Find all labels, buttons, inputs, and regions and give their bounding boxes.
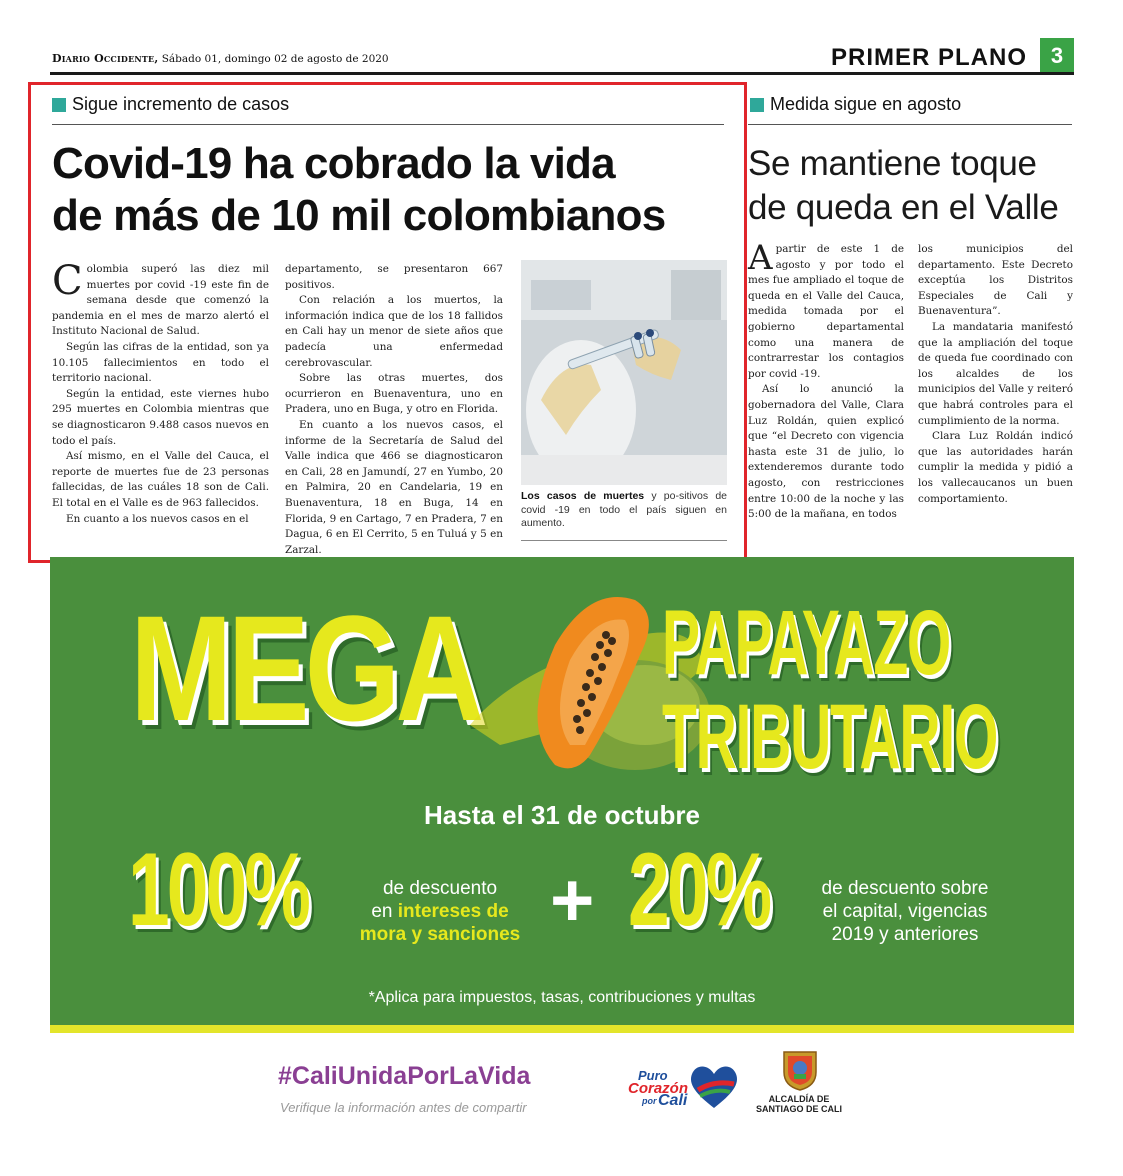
hashtag: #CaliUnidaPorLaVida bbox=[278, 1062, 531, 1090]
ad-tributario: TRIBUTARIO bbox=[662, 686, 998, 788]
ad-percent-20: 20% bbox=[628, 832, 770, 948]
ad-disclaimer: *Aplica para impuestos, tasas, contribuciones y multas bbox=[368, 989, 756, 1006]
page-number: 3 bbox=[1040, 38, 1074, 74]
verify-note: Verifique la información antes de compartir bbox=[280, 1100, 527, 1115]
ad-papayazo: PAPAYAZO bbox=[662, 592, 951, 694]
right-dropcap: A bbox=[748, 238, 773, 278]
right-headline-line1: Se mantiene toque bbox=[748, 144, 1037, 183]
ad-percent-100: 100% bbox=[128, 832, 308, 948]
ad-desc2-line1: de descuento sobre bbox=[821, 878, 989, 899]
alcaldia-line2: SANTIAGO DE CALI bbox=[755, 1104, 842, 1114]
por-text: por bbox=[642, 1096, 657, 1106]
right-col2-p1: los municipios del departamento. Este Decreto exceptúa los Distritos Especiales de Cali y Buenaventura”. bbox=[918, 243, 1073, 318]
ad-desc1-highlight2: mora y sanciones bbox=[359, 924, 521, 945]
puro-text: Puro bbox=[638, 1068, 668, 1083]
right-col1-p1: partir de este 1 de agosto y por todo el mes fue ampliado el toque de queda en el Valle del Cauca, medida tomada por el gobierno departamental como una manera de contrarrestar los contagios por covid -19. bbox=[748, 243, 904, 380]
ad-deadline: Hasta el 31 de octubre bbox=[424, 800, 700, 830]
masthead-date: Sábado 01, domingo 02 de agosto de 2020 bbox=[161, 53, 389, 65]
masthead-name: Diario Occidente, bbox=[52, 52, 159, 65]
ad-plus-icon: + bbox=[550, 858, 595, 943]
left-headline-line2: de más de 10 mil colombianos bbox=[52, 191, 666, 240]
masthead bbox=[52, 52, 389, 65]
ad-desc1-en: en bbox=[371, 901, 398, 922]
ad-bottom-stripe bbox=[50, 1025, 1074, 1033]
tax-ad-banner bbox=[50, 557, 1074, 1030]
right-col1-p2: Así lo anunció la gobernadora del Valle, Clara Luz Roldán, quien explicó que “el Decreto con vigencia hasta este 31 de julio, lo extenderemos durante todo agosto, con restricciones entre 10:00 de la noche y las 5:00 de la mañana, en todos bbox=[748, 383, 904, 521]
right-article-column-2 bbox=[918, 242, 1073, 507]
left-headline-line1: Covid-19 ha cobrado la vida bbox=[52, 139, 615, 188]
ad-desc1-line1: de descuento bbox=[382, 878, 498, 899]
header-rule bbox=[50, 72, 1074, 75]
right-article-column-1 bbox=[748, 238, 904, 523]
ad-mega: MEGA bbox=[130, 584, 480, 752]
ad-description-1 bbox=[340, 877, 540, 946]
corazon-text: Corazón bbox=[628, 1080, 688, 1097]
left-col1-p2: Según las cifras de la entidad, son ya 10.105 fallecimientos en todo el territorio nacional. bbox=[52, 340, 269, 385]
heart-icon bbox=[686, 1062, 742, 1110]
left-col1-p5: En cuanto a los nuevos casos en el bbox=[66, 512, 249, 525]
left-col2-p3: Sobre las otras muertes, dos ocurrieron en Buenaventura, uno en Pradera, uno en Buga, y otro en Florida. bbox=[285, 372, 503, 416]
kicker-square-icon bbox=[750, 98, 764, 112]
ad-desc2-line3: 2019 y anteriores bbox=[831, 924, 979, 945]
left-col2-p2: Con relación a los muertos, la información indica que de los 18 fallidos en Cali hay un menor de siete años que padecía una enfermedad cerebrovascular. bbox=[285, 294, 503, 369]
left-col2-p1: departamento, se presentaron 667 positivos. bbox=[285, 263, 503, 291]
highlight-frame bbox=[28, 82, 747, 563]
cali-text: Cali bbox=[658, 1092, 688, 1109]
right-col2-p2: La mandataria manifestó que la ampliación del toque de queda fue coordinado con los alcaldes de los municipios del Valle y reiteró que habrá controles para el cumplimiento de la norma. bbox=[918, 320, 1073, 427]
right-kicker-rule bbox=[748, 124, 1072, 125]
left-dropcap: C bbox=[52, 258, 83, 304]
left-col1-p3: Según la entidad, este viernes hubo 295 muertes en Colombia mientras que se diagnosticaron 9.488 casos nuevos en todo el país. bbox=[52, 387, 269, 447]
alcaldia-line1: ALCALDÍA DE bbox=[768, 1094, 830, 1104]
cali-coat-of-arms-icon bbox=[780, 1048, 820, 1092]
caption-rest: y po-sitivos de covid -19 en todo el país siguen en aumento. bbox=[521, 490, 728, 529]
section-title: PRIMER PLANO bbox=[830, 44, 1027, 71]
right-kicker bbox=[750, 94, 961, 115]
left-col1-p4: Así mismo, en el Valle del Cauca, el reporte de muertes fue de 23 personas fallecidas, de las cuáles 18 son de Cali. El total en el Valle es de 963 fallecidos. bbox=[52, 450, 269, 509]
right-kicker-text: Medida sigue en agosto bbox=[770, 94, 962, 114]
ad-desc1-highlight1: intereses de bbox=[397, 901, 509, 922]
right-headline bbox=[748, 142, 1078, 230]
right-col2-p3: Clara Luz Roldán indicó que las autoridades harán cumplir la medida y pidió a los vallecaucanos un buen comportamiento. bbox=[918, 430, 1073, 505]
caption-bold: Los casos de muertes bbox=[521, 490, 645, 502]
left-col2-p4: En cuanto a los nuevos casos, el informe de la Secretaría de Salud del Valle indica que 466 se diagnosticaron en Cali, 28 en Jamundí, 27 en Yumbo, 20 en Palmira, 20 en Candelaria, 19 en Buenaventura, 18 en Buga, 14 en Florida, 9 en Cartago, 7 en Pradera, 7 en Dagua, 6 en El Cerrito, 5 en Tuluá y 5 en Zarzal. bbox=[285, 418, 503, 556]
ad-desc2-line2: el capital, vigencias bbox=[822, 901, 988, 922]
right-headline-line2: de queda en el Valle bbox=[748, 188, 1059, 227]
left-kicker-text: Sigue incremento de casos bbox=[72, 94, 290, 114]
alcaldia-label bbox=[754, 1094, 844, 1114]
puro-corazon-logo bbox=[628, 1062, 738, 1112]
left-col1-p1: olombia superó las diez mil muertes por covid -19 este fin de semana desde que comenzó la pandemia en el mes de marzo alertó el Instituto Nacional de Salud. bbox=[52, 263, 269, 338]
ad-description-2 bbox=[800, 877, 1010, 946]
